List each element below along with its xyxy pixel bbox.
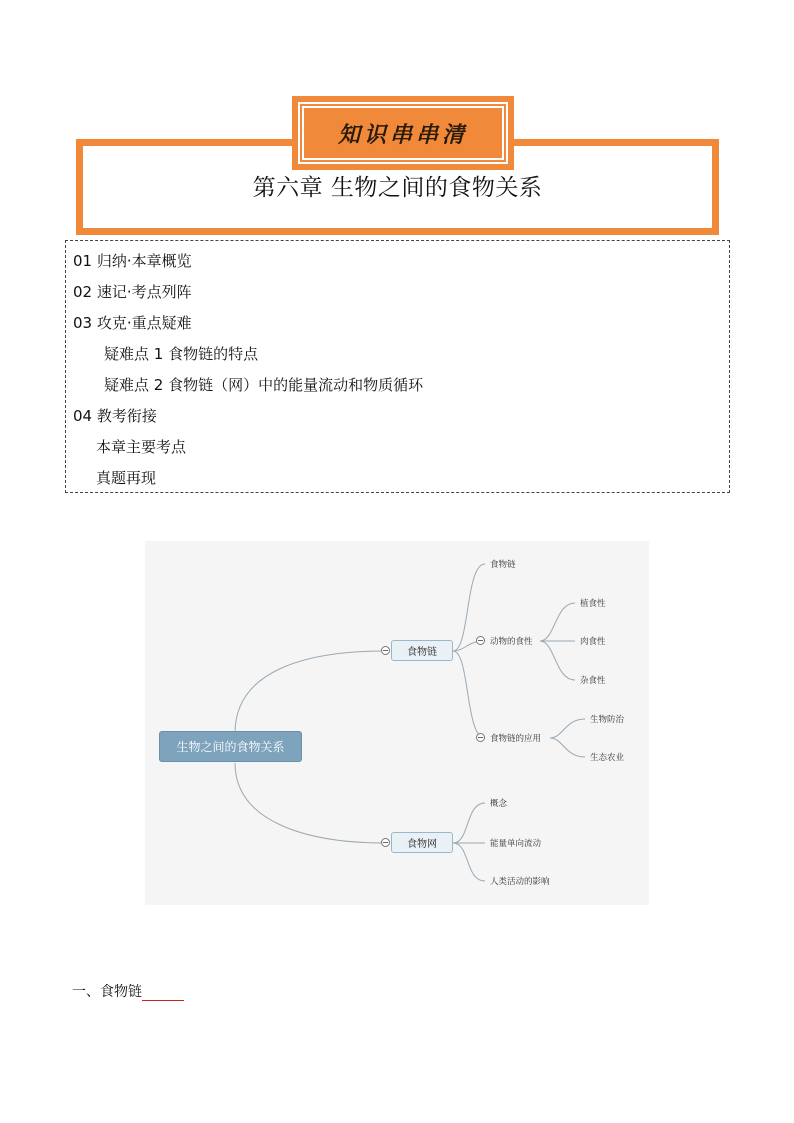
banner-tab-text: 知识串串清 xyxy=(337,121,468,148)
toc-subitem[interactable]: 疑难点 1 食物链的特点 xyxy=(104,345,259,363)
banner-tab xyxy=(292,96,514,170)
toc-item[interactable]: 04 教考衔接 xyxy=(73,407,157,425)
mind-map-leaf[interactable]: 食物链 xyxy=(490,560,516,570)
mind-map-branch-food-chain[interactable]: 食物链 xyxy=(391,640,453,661)
fill-blank-line xyxy=(142,988,184,1001)
collapse-icon[interactable] xyxy=(381,646,390,655)
toc-item[interactable]: 01 归纳·本章概览 xyxy=(73,252,192,270)
mind-map-central-node[interactable]: 生物之间的食物关系 xyxy=(159,731,302,762)
toc-item[interactable]: 03 攻克·重点疑难 xyxy=(73,314,192,332)
connector-b2-c1 xyxy=(453,803,485,843)
mind-map-leaf[interactable]: 杂食性 xyxy=(580,676,606,686)
toc-subitem[interactable]: 本章主要考点 xyxy=(96,438,187,456)
section-heading xyxy=(72,981,184,1001)
mind-map-leaf[interactable]: 食物链的应用 xyxy=(490,734,542,744)
toc-subitem[interactable]: 疑难点 2 食物链（网）中的能量流动和物质循环 xyxy=(104,376,424,394)
collapse-icon[interactable] xyxy=(381,838,390,847)
connector-b2-c3 xyxy=(453,843,485,881)
mind-map-leaf[interactable]: 生态农业 xyxy=(590,753,625,763)
collapse-icon[interactable] xyxy=(476,733,485,742)
mind-map-leaf[interactable]: 生物防治 xyxy=(590,715,625,725)
connector-b1-c3 xyxy=(453,651,485,738)
table-of-contents xyxy=(65,240,730,493)
connector-c3-eco xyxy=(550,738,585,757)
mind-map xyxy=(145,541,649,905)
mind-map-leaf[interactable]: 植食性 xyxy=(580,599,606,609)
mind-map-leaf[interactable]: 概念 xyxy=(490,799,508,809)
toc-item[interactable]: 02 速记·考点列阵 xyxy=(73,283,192,301)
connector-c2-omni xyxy=(540,641,575,680)
chapter-title: 第六章 生物之间的食物关系 xyxy=(252,175,543,201)
connector-central-branch1 xyxy=(235,651,385,733)
mind-map-leaf[interactable]: 人类活动的影响 xyxy=(490,877,550,887)
mind-map-branch-food-web[interactable]: 食物网 xyxy=(391,832,453,853)
banner-tab-inner xyxy=(302,106,504,160)
mind-map-leaf[interactable]: 动物的食性 xyxy=(490,637,533,647)
mind-map-leaf[interactable]: 能量单向流动 xyxy=(490,839,542,849)
section-heading-text: 一、食物链 xyxy=(72,984,142,1000)
connector-c2-herb xyxy=(540,603,575,641)
mind-map-leaf[interactable]: 肉食性 xyxy=(580,637,606,647)
collapse-icon[interactable] xyxy=(476,636,485,645)
connector-c3-bio xyxy=(550,719,585,738)
connector-central-branch2 xyxy=(235,763,385,843)
toc-subitem[interactable]: 真题再现 xyxy=(96,469,157,487)
